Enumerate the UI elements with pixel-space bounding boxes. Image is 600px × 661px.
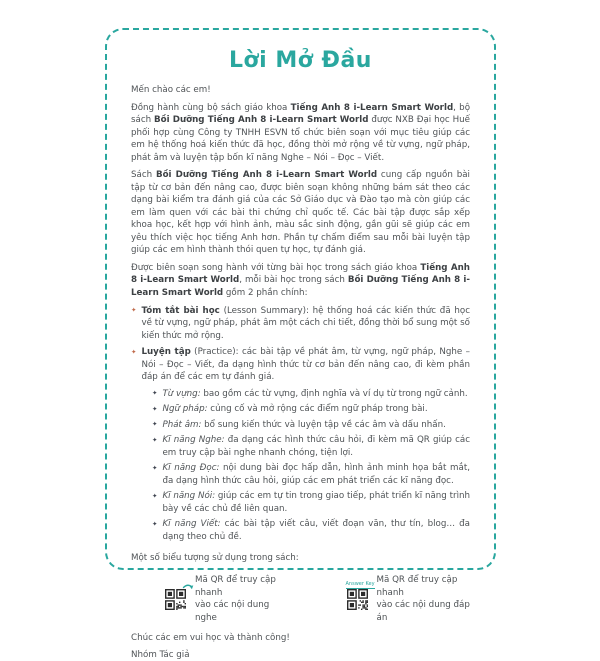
sub-bullet-text: Kĩ năng Viết: các bài tập viết câu, viết đoạn văn, thư tín, blog… đa dạng theo chủ đề.	[162, 519, 470, 542]
sub-bullet-grammar	[152, 403, 470, 416]
diamond-bullet-icon: ✦	[152, 420, 158, 429]
sub-bullet-text: Kĩ năng Nghe: đa dạng các hình thức câu hỏi, đi kèm mã QR giúp các em truy cập bài nghe nhanh chóng, tiện lợi.	[162, 435, 470, 458]
sub-bullet-pronunciation	[152, 419, 470, 432]
qr-badge-label: Answer Key	[345, 580, 375, 587]
diamond-bullet-icon: ✦	[152, 435, 158, 444]
diamond-bullet-icon: ✦	[152, 491, 158, 500]
qr-scan-arrow-icon	[182, 583, 194, 595]
qr-legend-answer-key	[347, 574, 471, 624]
page-title: Lời Mở Đầu	[229, 48, 372, 73]
qr-caption-answer-key: Mã QR để truy cập nhanh vào các nội dung đáp án	[376, 575, 470, 623]
qr-legend-listening	[165, 574, 289, 624]
closing-text: Chúc các em vui học và thành công!	[131, 633, 290, 644]
main-bullet-text: Tóm tắt bài học (Lesson Summary): hệ thống hoá các kiến thức đã học về từ vựng, ngữ pháp, phát âm một cách chi tiết, đồng thời bổ sung một số kiến thức mở rộng.	[141, 305, 470, 341]
sub-bullet-listening	[152, 434, 470, 459]
sub-bullet-text: Từ vựng: bao gồm các từ vựng, định nghĩa và ví dụ từ trong ngữ cảnh.	[162, 388, 468, 399]
sub-bullet-text: Kĩ năng Đọc: nội dung bài đọc hấp dẫn, hình ảnh minh họa bắt mắt, đa dạng hình thức câu hỏi, giúp các em phát triển các kĩ năng đọc.	[162, 463, 470, 486]
symbols-heading: Một số biểu tượng sử dụng trong sách:	[131, 552, 299, 563]
qr-code-answer-key-icon	[347, 589, 368, 610]
diamond-bullet-icon: ✦	[152, 404, 158, 413]
greeting-text: Mến chào các em!	[131, 85, 211, 95]
diamond-bullet-icon: ✦	[152, 519, 158, 528]
signature-text: Nhóm Tác giả	[131, 649, 190, 660]
diamond-bullet-icon: ✦	[131, 347, 137, 356]
page-border-frame	[105, 28, 496, 660]
sub-bullet-text: Kĩ năng Nói: giúp các em tự tin trong giao tiếp, phát triển kĩ năng trình bày về các chủ đề liên quan.	[162, 491, 471, 514]
sub-bullet-speaking	[152, 490, 470, 515]
sub-bullet-writing	[152, 518, 470, 543]
sub-bullet-text: Ngữ pháp: củng cố và mở rộng các điểm ngữ pháp trong bài.	[162, 404, 428, 415]
sub-bullet-vocabulary	[152, 388, 470, 401]
main-bullet-lesson-summary	[131, 305, 470, 343]
intro-paragraph-2: Sách Bồi Dưỡng Tiếng Anh 8 i-Learn Smart World cung cấp nguồn bài tập từ cơ bản đến nâng cao, được biên soạn không những bám sát theo các dạng bài kiểm tra đánh giá của các Sở Giáo dục và Đào tạo mà còn giúp các em làm quen với các bài thi chứng chỉ quốc tế. Các bài tập được sắp xếp khoa học, kết hợp với hình ảnh, màu sắc sinh động, gần gũi sẽ giúp các em yêu thích việc học tiếng Anh hơn. Phần tự chấm điểm sau mỗi bài luyện tập giúp các em hình thành thói quen tự học, tự đánh giá.	[131, 170, 470, 256]
qr-caption-listening: Mã QR để truy cập nhanh vào các nội dung nghe	[195, 575, 276, 623]
qr-legend-row	[165, 574, 470, 624]
main-bullet-practice	[131, 346, 470, 384]
main-bullet-text: Luyện tập (Practice): các bài tập về phát âm, từ vựng, ngữ pháp, Nghe – Nói – Đọc – Viết, đa dạng hình thức từ cơ bản đến nâng cao, đi kèm phần đáp án để các em tự đánh giá.	[141, 347, 470, 383]
intro-paragraph-1: Đồng hành cùng bộ sách giáo khoa Tiếng Anh 8 i-Learn Smart World, bộ sách Bồi Dưỡng Tiếng Anh 8 i-Learn Smart World được NXB Đại học Huế phối hợp cùng Công ty TNHH ESVN tổ chức biên soạn với mục tiêu giúp các em hệ thống hoá kiến thức đã học, đồng thời mở rộng về từ vựng, ngữ pháp, phát âm và luyện tập bốn kĩ năng Nghe – Nói – Đọc – Viết.	[131, 102, 471, 163]
diamond-bullet-icon: ✦	[152, 389, 158, 398]
sub-bullet-reading	[152, 462, 470, 487]
diamond-bullet-icon: ✦	[131, 306, 137, 314]
diamond-bullet-icon: ✦	[152, 463, 158, 472]
intro-paragraph-3: Được biên soạn song hành với từng bài học trong sách giáo khoa Tiếng Anh 8 i-Learn Smart World, mỗi bài học trong sách Bồi Dưỡng Tiếng Anh 8 i-Learn Smart World gồm 2 phần chính:	[131, 262, 470, 298]
sub-bullet-text: Phát âm: bổ sung kiến thức và luyện tập về các âm và dấu nhấn.	[162, 419, 446, 430]
